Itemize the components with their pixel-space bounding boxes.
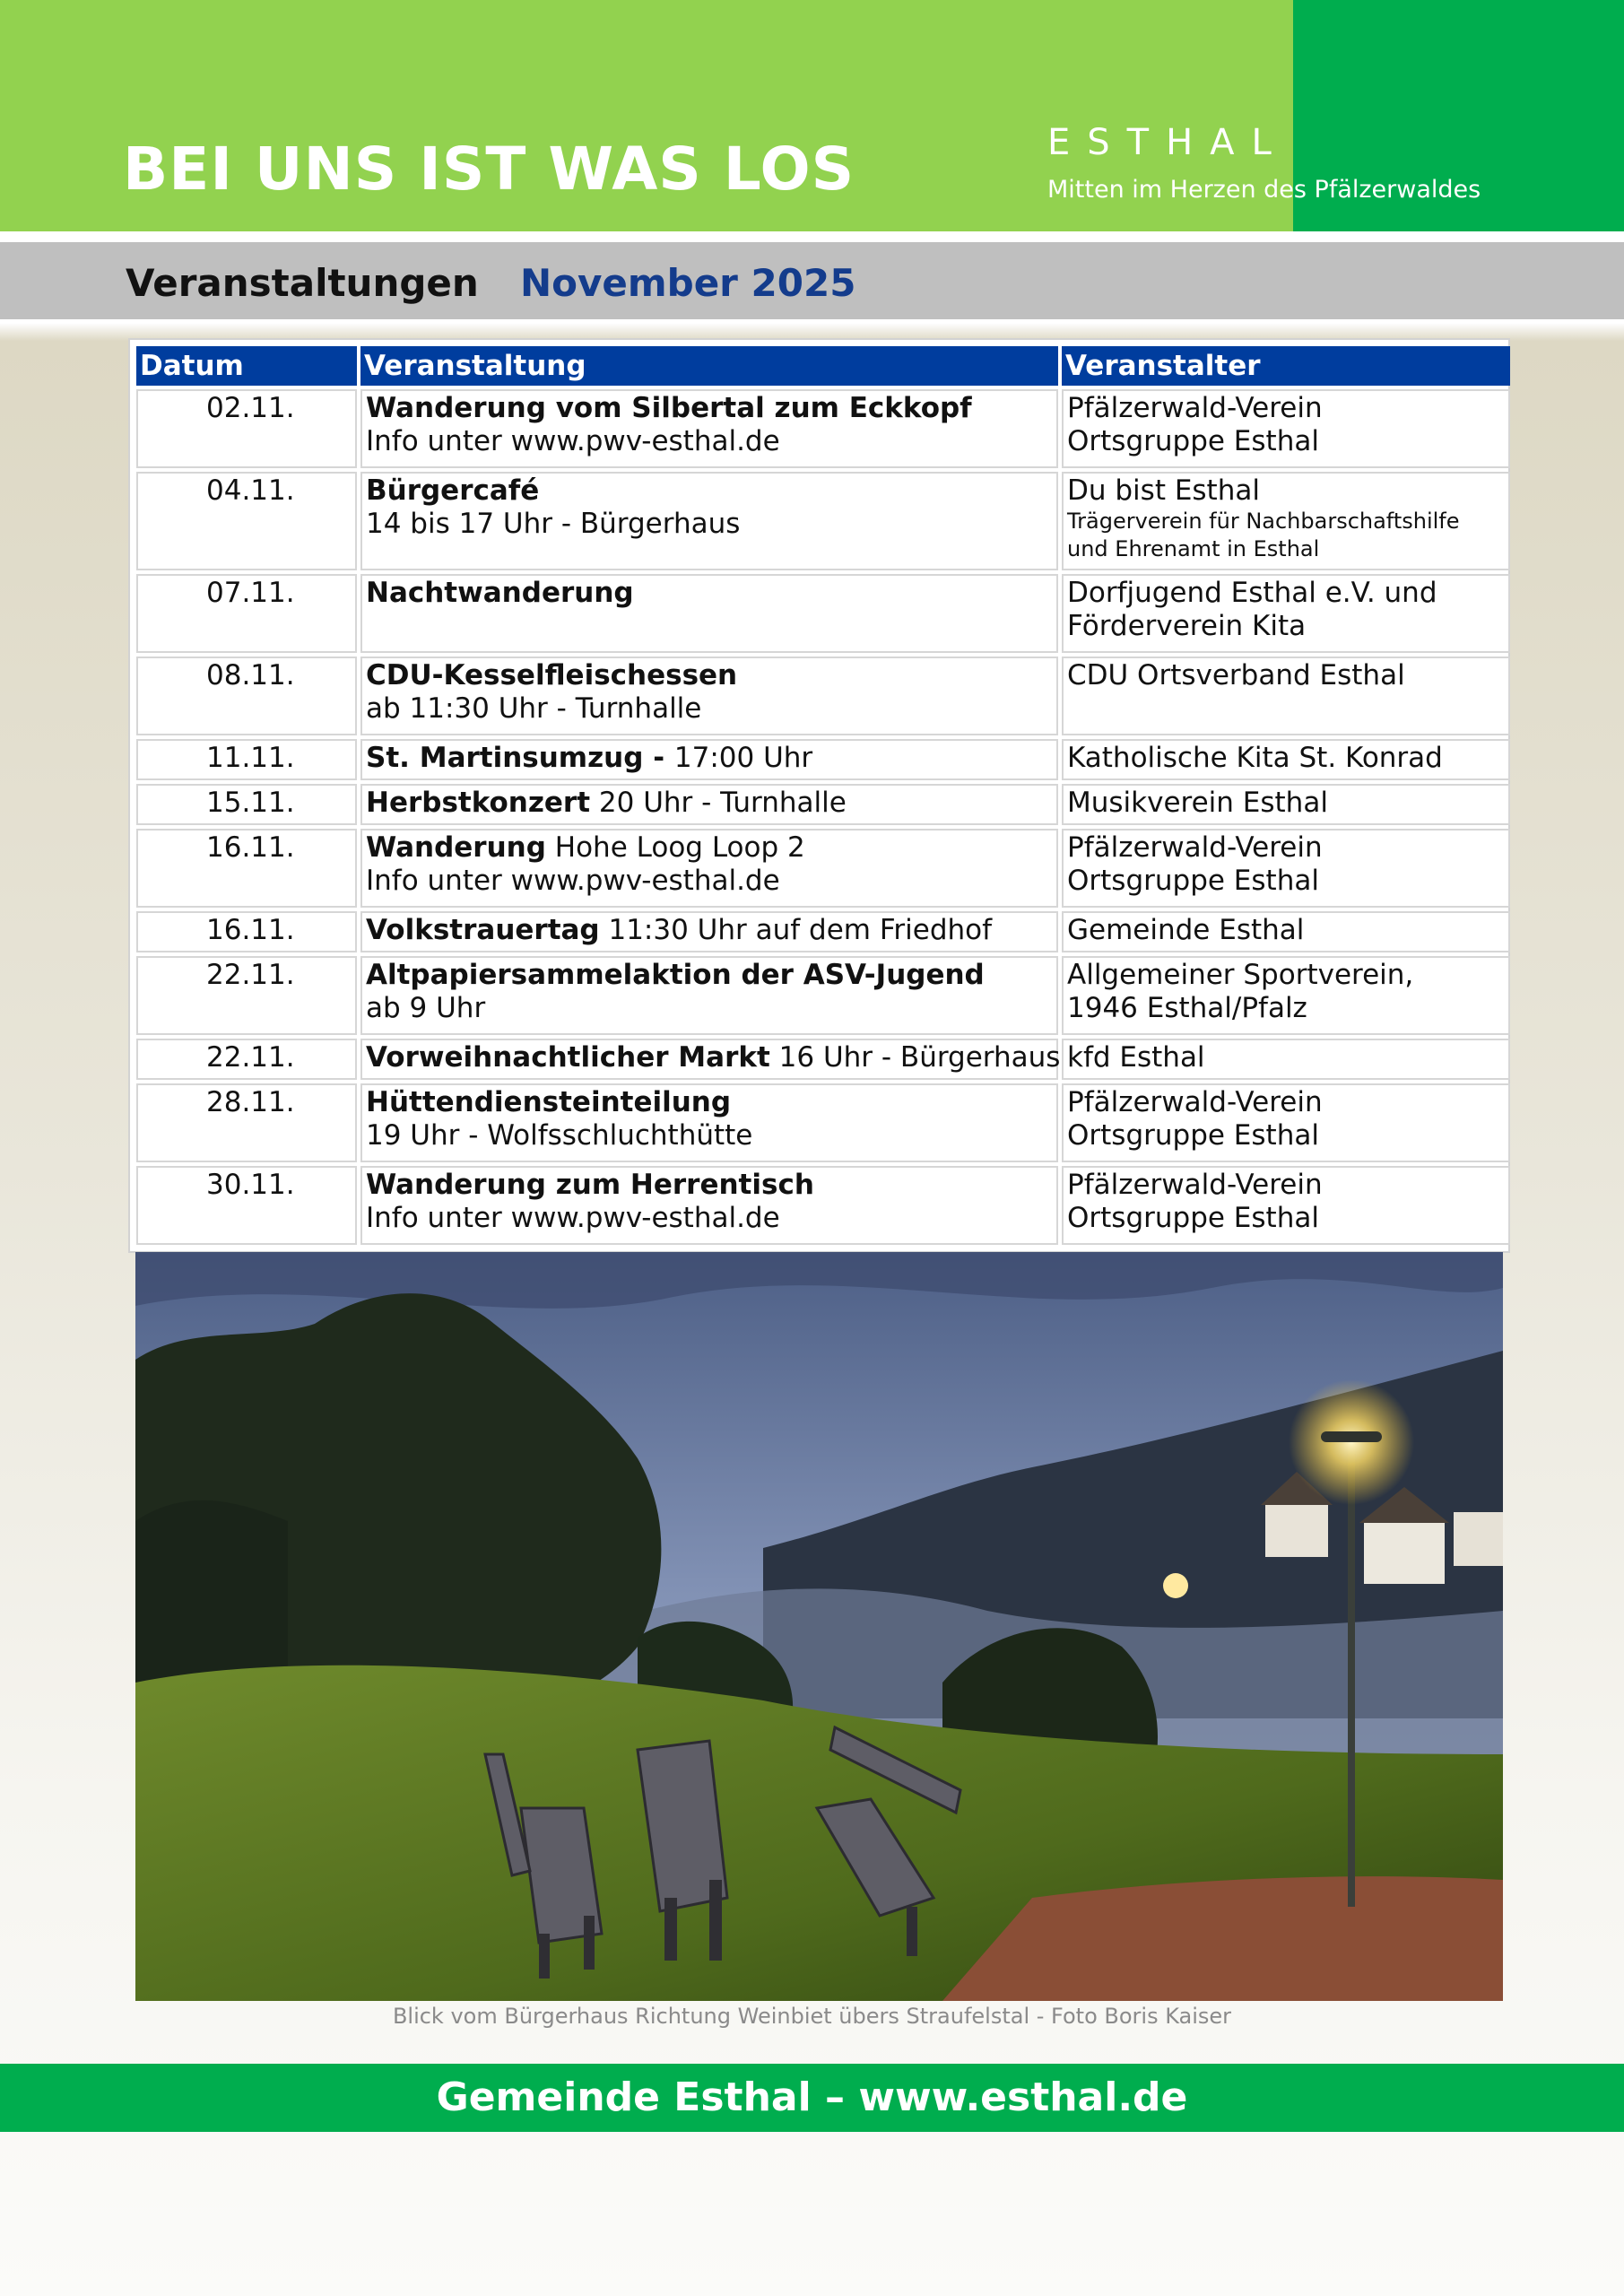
event-date: 08.11. xyxy=(136,657,357,735)
event-description xyxy=(360,784,1058,825)
column-header-organizer: Veranstalter xyxy=(1062,346,1510,386)
organizer-line: Ortsgruppe Esthal xyxy=(1067,1202,1319,1234)
organizer-line: Pfälzerwald-Verein xyxy=(1067,831,1323,864)
landscape-photo xyxy=(135,1252,1503,2001)
event-title-line xyxy=(366,392,1053,425)
event-detail: ab 9 Uhr xyxy=(366,992,486,1024)
event-date: 16.11. xyxy=(136,829,357,908)
event-date: 11.11. xyxy=(136,739,357,780)
event-detail: Info unter www.pwv-esthal.de xyxy=(366,865,780,897)
event-title: Nachtwanderung xyxy=(366,577,634,609)
event-date: 15.11. xyxy=(136,784,357,825)
table-row xyxy=(136,574,1510,653)
event-detail-inline: 17:00 Uhr xyxy=(673,742,813,774)
table-row xyxy=(136,1166,1510,1245)
event-title: Volkstrauertag xyxy=(366,914,600,946)
event-organizer xyxy=(1062,739,1510,780)
column-header-date: Datum xyxy=(136,346,357,386)
event-detail: 19 Uhr - Wolfsschluchthütte xyxy=(366,1119,753,1152)
event-title: St. Martinsumzug - xyxy=(366,742,674,774)
event-title-line xyxy=(366,659,1053,692)
event-description xyxy=(360,657,1058,735)
event-title: Vorweihnachtlicher Markt xyxy=(366,1041,770,1074)
event-detail-inline: Hohe Loog Loop 2 xyxy=(545,831,805,864)
organizer-line: Gemeinde Esthal xyxy=(1067,914,1305,946)
event-detail-inline: 20 Uhr - Turnhalle xyxy=(590,787,847,819)
event-detail-inline: 16 Uhr - Bürgerhaus xyxy=(769,1041,1061,1074)
event-title: Bürgercafé xyxy=(366,474,540,507)
event-date: 16.11. xyxy=(136,911,357,952)
event-detail: Info unter www.pwv-esthal.de xyxy=(366,1202,780,1234)
event-title-line xyxy=(366,831,1053,865)
event-title-line xyxy=(366,787,1053,820)
organizer-line: Pfälzerwald-Verein xyxy=(1067,1169,1323,1201)
event-title: Herbstkonzert xyxy=(366,787,591,819)
table-row xyxy=(136,657,1510,735)
event-organizer xyxy=(1062,1166,1510,1245)
section-title: Veranstaltungen xyxy=(126,261,479,305)
organizer-line: Ortsgruppe Esthal xyxy=(1067,1119,1319,1152)
event-detail: Info unter www.pwv-esthal.de xyxy=(366,425,780,457)
table-row xyxy=(136,389,1510,468)
event-description xyxy=(360,574,1058,653)
organizer-line: CDU Ortsverband Esthal xyxy=(1067,659,1405,691)
organizer-line: Ortsgruppe Esthal xyxy=(1067,425,1319,457)
event-title-line xyxy=(366,959,1053,992)
event-date: 02.11. xyxy=(136,389,357,468)
event-title: Wanderung xyxy=(366,831,546,864)
event-title-line xyxy=(366,914,1053,947)
event-organizer xyxy=(1062,657,1510,735)
event-description xyxy=(360,829,1058,908)
event-description xyxy=(360,1039,1061,1080)
event-title: CDU-Kesselfleischessen xyxy=(366,659,738,691)
event-organizer xyxy=(1062,911,1510,952)
organizer-line: Pfälzerwald-Verein xyxy=(1067,392,1323,424)
table-row xyxy=(136,784,1510,825)
event-organizer xyxy=(1062,784,1510,825)
organizer-line: Förderverein Kita xyxy=(1067,610,1307,642)
column-header-event: Veranstaltung xyxy=(360,346,1058,386)
event-title-line xyxy=(366,742,1053,775)
table-row xyxy=(136,956,1510,1035)
photo-illustration xyxy=(135,1252,1503,2001)
event-description xyxy=(360,1166,1058,1245)
page-headline: BEI UNS IST WAS LOS xyxy=(123,135,855,204)
organizer-line: Musikverein Esthal xyxy=(1067,787,1328,819)
organizer-line: kfd Esthal xyxy=(1067,1041,1205,1074)
event-organizer xyxy=(1062,956,1510,1035)
event-description xyxy=(360,739,1058,780)
organizer-line: Ortsgruppe Esthal xyxy=(1067,865,1319,897)
event-date: 30.11. xyxy=(136,1166,357,1245)
brand-tagline: Mitten im Herzen des Pfälzerwaldes xyxy=(1047,176,1481,204)
organizer-subline: und Ehrenamt in Esthal xyxy=(1067,536,1320,561)
events-table-container xyxy=(128,338,1510,1253)
organizer-line: Dorfjugend Esthal e.V. und xyxy=(1067,577,1437,609)
event-title-line xyxy=(366,1041,1061,1074)
organizer-line: Katholische Kita St. Konrad xyxy=(1067,742,1443,774)
event-title: Hüttendiensteinteilung xyxy=(366,1086,732,1118)
event-detail-inline: 11:30 Uhr auf dem Friedhof xyxy=(599,914,993,946)
event-date: 07.11. xyxy=(136,574,357,653)
table-row xyxy=(136,739,1510,780)
section-month: November 2025 xyxy=(520,261,856,305)
event-description xyxy=(360,389,1058,468)
event-date: 28.11. xyxy=(136,1083,357,1162)
organizer-line: 1946 Esthal/Pfalz xyxy=(1067,992,1307,1024)
event-organizer xyxy=(1062,389,1510,468)
table-row xyxy=(136,1039,1510,1080)
event-organizer xyxy=(1062,574,1510,653)
event-description xyxy=(360,472,1058,570)
organizer-subline: Trägerverein für Nachbarschaftshilfe xyxy=(1067,509,1460,534)
organizer-line: Pfälzerwald-Verein xyxy=(1067,1086,1323,1118)
event-organizer xyxy=(1062,1039,1510,1080)
footer-bar: Gemeinde Esthal – www.esthal.de xyxy=(0,2064,1624,2132)
event-title-line xyxy=(366,1169,1053,1202)
event-description xyxy=(360,1083,1058,1162)
event-description xyxy=(360,911,1058,952)
photo-caption: Blick vom Bürgerhaus Richtung Weinbiet übers Straufelstal - Foto Boris Kaiser xyxy=(392,2004,1232,2029)
event-detail: ab 11:30 Uhr - Turnhalle xyxy=(366,692,702,725)
event-detail: 14 bis 17 Uhr - Bürgerhaus xyxy=(366,508,741,540)
event-title-line xyxy=(366,577,1053,610)
event-date: 04.11. xyxy=(136,472,357,570)
event-organizer xyxy=(1062,1083,1510,1162)
event-organizer xyxy=(1062,472,1510,570)
event-title: Wanderung vom Silbertal zum Eckkopf xyxy=(366,392,972,424)
event-title-line xyxy=(366,1086,1053,1119)
event-date: 22.11. xyxy=(136,1039,357,1080)
event-date: 22.11. xyxy=(136,956,357,1035)
event-description xyxy=(360,956,1058,1035)
events-table xyxy=(133,343,1514,1248)
organizer-line: Du bist Esthal xyxy=(1067,474,1260,507)
event-title: Altpapiersammelaktion der ASV-Jugend xyxy=(366,959,985,991)
organizer-line: Allgemeiner Sportverein, xyxy=(1067,959,1414,991)
event-organizer xyxy=(1062,829,1510,908)
table-header-row xyxy=(136,346,1510,386)
table-row xyxy=(136,829,1510,908)
event-title: Wanderung zum Herrentisch xyxy=(366,1169,814,1201)
brand-name: ESTHAL xyxy=(1047,122,1289,163)
table-row xyxy=(136,472,1510,570)
event-title-line xyxy=(366,474,1053,508)
table-row xyxy=(136,911,1510,952)
table-row xyxy=(136,1083,1510,1162)
